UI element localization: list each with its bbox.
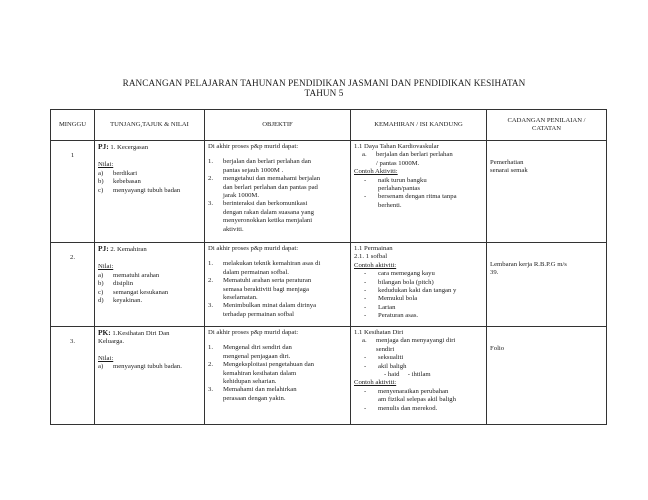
objektif-line: Mengenal diri sendiri dan <box>223 344 292 352</box>
week-number: 1 <box>70 152 75 159</box>
objektif-line: dengan rakan dalam suasana yang <box>223 208 314 216</box>
spacer <box>208 151 347 158</box>
objektif-line: jarak 1000M. <box>223 192 260 200</box>
kemahiran-heading: 1.1 Kesihatan Diri <box>354 329 404 336</box>
nilai-text: disiplin <box>113 280 134 288</box>
objektif-marker: 1. <box>208 344 214 352</box>
topic-title <box>98 245 201 254</box>
cadangan-cell <box>487 141 607 243</box>
objektif-marker: 2. <box>208 361 214 369</box>
nilai-item <box>98 170 201 178</box>
week-cell <box>51 243 95 327</box>
objektif-marker: 2. <box>208 175 214 183</box>
kemahiran-sub-line: menjaga dan menyayangi diri <box>376 337 456 345</box>
nilai-marker: b) <box>98 178 104 186</box>
header-cadangan-line2: CATATAN <box>532 125 561 132</box>
objektif-line: terhadap permainan sofbal <box>223 310 294 318</box>
week-cell <box>51 141 95 243</box>
nilai-text: berdikari <box>113 169 138 177</box>
cadangan-cell <box>487 327 607 425</box>
nilai-item <box>98 363 201 371</box>
nilai-text: menyayangi tubuh badan <box>113 186 181 194</box>
nilai-label: Nilai: <box>98 263 114 271</box>
cadangan-line: Lembaran kerja R.B.P.G m/s <box>490 261 567 268</box>
aktiviti-line: menyenaraikan perubahan <box>378 387 449 395</box>
objektif-line: perasaan dengan yakin. <box>223 394 286 402</box>
kemahiran-heading: 1.1 Daya Tahan Kardiovaskular <box>354 143 439 150</box>
objektif-item <box>208 158 347 175</box>
nilai-label: Nilai: <box>98 354 114 362</box>
aktiviti-marker: - <box>364 303 367 311</box>
topic-name: 1.Kesihatan Diri Dan <box>110 330 170 337</box>
spacer <box>208 337 347 344</box>
kemahiran-cell <box>351 141 487 243</box>
table-row <box>51 327 607 425</box>
aktiviti-line: naik turun bangku <box>378 176 427 184</box>
cadangan-line: senarai semak <box>490 167 528 175</box>
kemahiran-sub-marker: a. <box>362 337 367 345</box>
kemahiran-sub-marker: a. <box>362 151 367 159</box>
aktiviti-item <box>354 295 483 303</box>
topic-code: PJ: <box>98 244 109 253</box>
objektif-marker: 2. <box>208 277 214 285</box>
objektif-line: pantas sejauh 1000M . <box>223 166 284 174</box>
objektif-line: keselamatan. <box>223 294 258 302</box>
objektif-marker: 3. <box>208 302 214 310</box>
nilai-marker: a) <box>98 271 104 279</box>
objektif-item <box>208 302 347 319</box>
kemahiran-extra: - haid - ihtilam <box>384 371 431 379</box>
aktiviti-item <box>354 304 483 312</box>
aktiviti-line: Peraturan asas. <box>378 312 419 320</box>
spacer <box>208 253 347 260</box>
objektif-line: berjalan dan berlari perlahan dan <box>223 158 312 166</box>
cadangan-cell <box>487 243 607 327</box>
cadangan-text <box>490 159 603 176</box>
table-row <box>51 243 607 327</box>
aktiviti-marker: - <box>364 270 367 278</box>
aktiviti-line: Larian <box>378 303 396 311</box>
tunjang-cell <box>95 327 205 425</box>
kemahiran-subitem <box>354 337 483 354</box>
objektif-intro: Di akhir proses p&p murid dapat: <box>208 143 299 150</box>
cadangan-line: Folio <box>490 345 505 352</box>
objektif-cell <box>205 141 351 243</box>
aktiviti-item <box>354 193 483 210</box>
objektif-item <box>208 200 347 234</box>
objektif-line: melakukan teknik kemahiran asas di <box>223 260 321 268</box>
aktiviti-label: Contoh aktiviti: <box>354 261 397 269</box>
objektif-item <box>208 175 347 200</box>
objektif-item <box>208 361 347 386</box>
objektif-line: kehidupan seharian. <box>223 378 277 386</box>
aktiviti-item <box>354 388 483 405</box>
nilai-marker: a) <box>98 363 104 371</box>
objektif-line: Memahami dan melahirkan <box>223 386 297 394</box>
week-number: 2. <box>69 254 75 261</box>
objektif-line: menyeronokkan ketika menjalani <box>223 217 313 225</box>
objektif-marker: 1. <box>208 260 214 268</box>
aktiviti-marker: - <box>364 312 367 320</box>
table-row <box>51 141 607 243</box>
header-cadangan <box>487 110 607 141</box>
objektif-line: mengenal penjagaan diri. <box>223 352 291 360</box>
cadangan-line: Pemerhatian <box>490 159 524 166</box>
objektif-line: Mematuhi arahan serta peraturan <box>223 277 312 285</box>
aktiviti-item <box>354 405 483 413</box>
kemahiran-point-marker: - <box>364 362 367 370</box>
objektif-line: kemahiran kesihatan dalam <box>223 369 297 377</box>
aktiviti-label: Contoh aktiviti: <box>354 379 397 387</box>
aktiviti-line: berhenti. <box>378 201 402 209</box>
kemahiran-cell <box>351 243 487 327</box>
header-minggu: MINGGU <box>51 110 95 141</box>
kemahiran-point-text: akil baligh <box>378 362 407 370</box>
kemahiran-point-marker: - <box>364 354 367 362</box>
cadangan-text <box>490 261 603 278</box>
document-title: RANCANGAN PELAJARAN TAHUNAN PENDIDIKAN JASMANI DAN PENDIDIKAN KESIHATAN <box>122 78 526 88</box>
nilai-marker: c) <box>98 186 104 194</box>
objektif-item <box>208 344 347 361</box>
kemahiran-point-text: seksualiti <box>378 354 404 362</box>
aktiviti-line: Memukul bola <box>378 295 418 303</box>
objektif-line: Menimbulkan minat dalam dirinya <box>223 302 317 310</box>
nilai-item <box>98 289 201 297</box>
objektif-intro: Di akhir proses p&p murid dapat: <box>208 245 299 252</box>
objektif-item <box>208 386 347 403</box>
cadangan-text <box>490 345 603 353</box>
objektif-cell <box>205 243 351 327</box>
nilai-text: semangat kesukanan <box>113 288 169 296</box>
nilai-marker: a) <box>98 169 104 177</box>
kemahiran-line: 1.1 Permainan <box>354 245 393 252</box>
aktiviti-line: bersenam dengan ritma tanpa <box>378 193 457 201</box>
nilai-text: mematuhi arahan <box>113 271 160 279</box>
aktiviti-item <box>354 270 483 278</box>
aktiviti-item <box>354 287 483 295</box>
aktiviti-line: bilangan bola (pitch) <box>378 278 434 286</box>
aktiviti-marker: - <box>364 287 367 295</box>
header-objektif: OBJEKTIF <box>205 110 351 141</box>
objektif-item <box>208 260 347 277</box>
nilai-marker: d) <box>98 297 104 305</box>
lesson-plan-table <box>50 109 607 425</box>
aktiviti-label: Contoh Aktiviti: <box>354 168 398 176</box>
aktiviti-marker: - <box>364 278 367 286</box>
week-number: 3. <box>69 338 75 345</box>
objektif-line: dan berlari perlahan dan pantas pad <box>223 183 318 191</box>
topic-title <box>98 329 201 338</box>
nilai-text: keyakinan. <box>113 297 143 305</box>
topic-name: 1. Kecergasan <box>108 144 149 151</box>
kemahiran-sub-line: berjalan dan berlari perlahan <box>376 151 453 159</box>
objektif-line: dalam permainan sofbal. <box>223 268 289 276</box>
kemahiran-cell <box>351 327 487 425</box>
nilai-label: Nilai: <box>98 161 114 169</box>
topic-title <box>98 143 201 152</box>
objektif-intro: Di akhir proses p&p murid dapat: <box>208 329 299 336</box>
aktiviti-line: perlahan/pantas <box>378 185 420 193</box>
objektif-cell <box>205 327 351 425</box>
aktiviti-line: menulis dan merekod. <box>378 404 438 412</box>
aktiviti-item <box>354 177 483 194</box>
aktiviti-line: kedudukan kaki dan tangan y <box>378 287 457 295</box>
aktiviti-item <box>354 312 483 320</box>
nilai-item <box>98 280 201 288</box>
nilai-item <box>98 297 201 305</box>
topic-name: 2. Kemahiran <box>108 246 147 253</box>
nilai-text: menyayangi tubuh badan. <box>113 363 182 371</box>
nilai-text: kebebasan <box>113 178 141 186</box>
nilai-marker: b) <box>98 280 104 288</box>
objektif-line: semasa beraktiviti bagi menjaga <box>223 285 309 293</box>
header-tunjang: TUNJANG,TAJUK & NILAI <box>95 110 205 141</box>
aktiviti-item <box>354 279 483 287</box>
cadangan-line: 39. <box>490 269 499 277</box>
week-cell <box>51 327 95 425</box>
aktiviti-line: am fizikal selepas akil baligh <box>378 396 456 404</box>
nilai-item <box>98 187 201 195</box>
aktiviti-marker: - <box>364 387 367 395</box>
kemahiran-sub-line: sendiri <box>376 345 395 353</box>
objektif-marker: 3. <box>208 386 214 394</box>
nilai-item <box>98 272 201 280</box>
objektif-line: berinteraksi dan berkomunikasi <box>223 200 308 208</box>
kemahiran-point <box>354 354 483 362</box>
header-cadangan-line1: CADANGAN PENILAIAN / <box>507 116 586 124</box>
objektif-line: mengetahui dan memahami berjalan <box>223 175 321 183</box>
topic-name-cont: Keluarga. <box>98 338 125 346</box>
document-subtitle: TAHUN 5 <box>304 88 344 98</box>
topic-code: PK: <box>98 328 111 337</box>
nilai-item <box>98 178 201 186</box>
aktiviti-marker: - <box>364 295 367 303</box>
kemahiran-line: 2.1. 1 sofbal <box>354 253 388 261</box>
aktiviti-marker: - <box>364 176 367 184</box>
objektif-line: Mengeksploitasi pengetahuan dan <box>223 361 314 369</box>
nilai-marker: c) <box>98 288 104 296</box>
topic-code: PJ: <box>98 142 109 151</box>
objektif-marker: 1. <box>208 158 214 166</box>
objektif-marker: 3. <box>208 200 214 208</box>
objektif-line: aktiviti. <box>223 225 244 233</box>
aktiviti-marker: - <box>364 193 367 201</box>
header-kemahiran: KEMAHIRAN / ISI KANDUNG <box>351 110 487 141</box>
header-row <box>51 110 607 141</box>
tunjang-cell <box>95 243 205 327</box>
kemahiran-subitem <box>354 151 483 168</box>
tunjang-cell <box>95 141 205 243</box>
aktiviti-line: cara memegang kayu <box>378 270 435 278</box>
objektif-item <box>208 277 347 302</box>
kemahiran-sub-line: / pantas 1000M. <box>376 159 420 167</box>
aktiviti-marker: - <box>364 404 367 412</box>
kemahiran-point <box>354 363 483 371</box>
